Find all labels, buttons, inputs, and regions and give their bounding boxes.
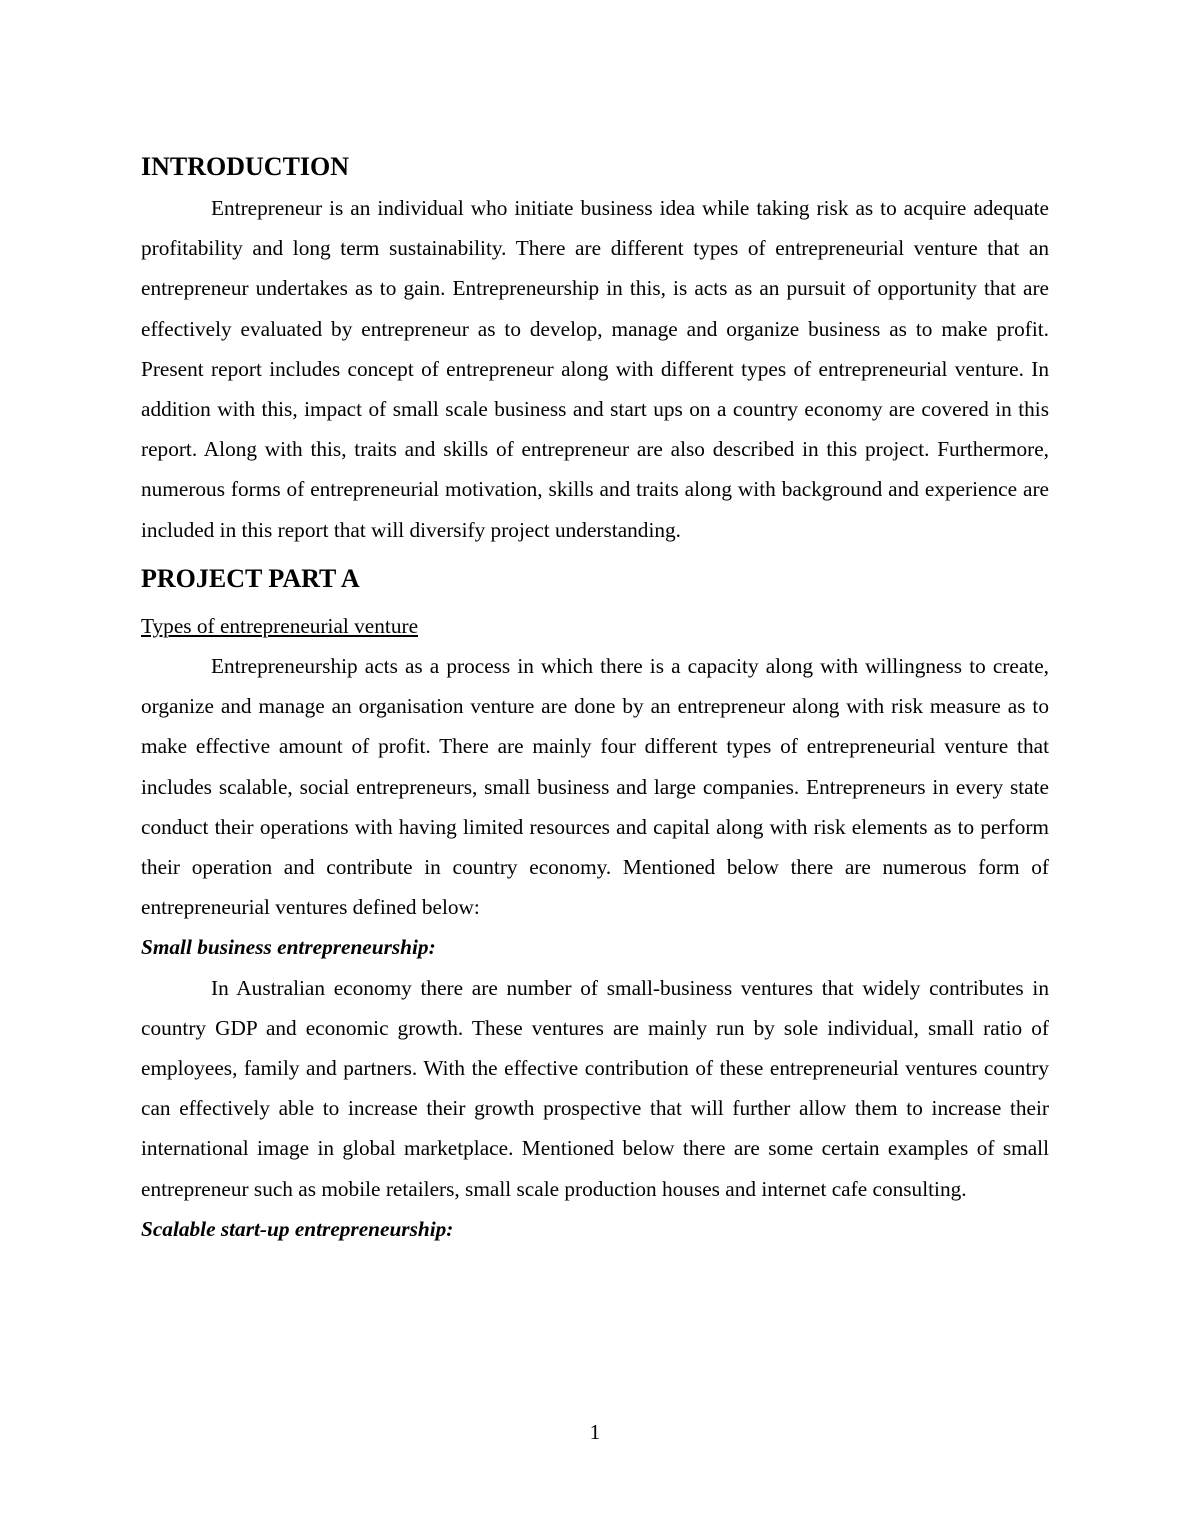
scalable-startup-heading: Scalable start-up entrepreneurship:	[141, 1216, 454, 1241]
introduction-heading: INTRODUCTION	[141, 152, 350, 181]
types-subheading: Types of entrepreneurial venture	[141, 613, 419, 638]
small-business-heading: Small business entrepreneurship:	[141, 935, 436, 960]
types-paragraph: Entrepreneurship acts as a process in which there is a capacity along with willingness to create, organize and manage an organisation venture are done by an entrepreneur along with risk measure as to make effective amount of profit. There are mainly four different types of entrepreneurial venture that includes scalable, social entrepreneurs, small business and large companies. Entrepreneurs in every state conduct their operations with having limited resources and capital along with risk elements as to perform their operation and contribute in country economy. Mentioned below there are numerous form of entrepreneurial ventures defined below:	[141, 654, 1049, 920]
page-content	[141, 150, 1049, 1249]
page-number: 1	[589, 1420, 601, 1444]
small-business-paragraph: In Australian economy there are number of small-business ventures that widely contributes in country GDP and economic growth. These ventures are mainly run by sole individual, small ratio of employees, family and partners. With the effective contribution of these entrepreneurial ventures country can effectively able to increase their growth prospective that will further allow them to increase their international image in global marketplace. Mentioned below there are some certain examples of small entrepreneur such as mobile retailers, small scale production houses and internet cafe consulting.	[141, 975, 1049, 1201]
project-part-a-heading: PROJECT PART A	[141, 563, 360, 593]
introduction-paragraph: Entrepreneur is an individual who initiate business idea while taking risk as to acquire adequate profitability and long term sustainability. There are different types of entrepreneurial venture that an entrepreneur undertakes as to gain. Entrepreneurship in this, is acts as an pursuit of opportunity that are effectively evaluated by entrepreneur as to develop, manage and organize business as to make profit. Present report includes concept of entrepreneur along with different types of entrepreneurial venture. In addition with this, impact of small scale business and start ups on a country economy are covered in this report. Along with this, traits and skills of entrepreneur are also described in this project. Furthermore, numerous forms of entrepreneurial motivation, skills and traits along with background and experience are included in this report that will diversify project understanding.	[141, 196, 1049, 542]
